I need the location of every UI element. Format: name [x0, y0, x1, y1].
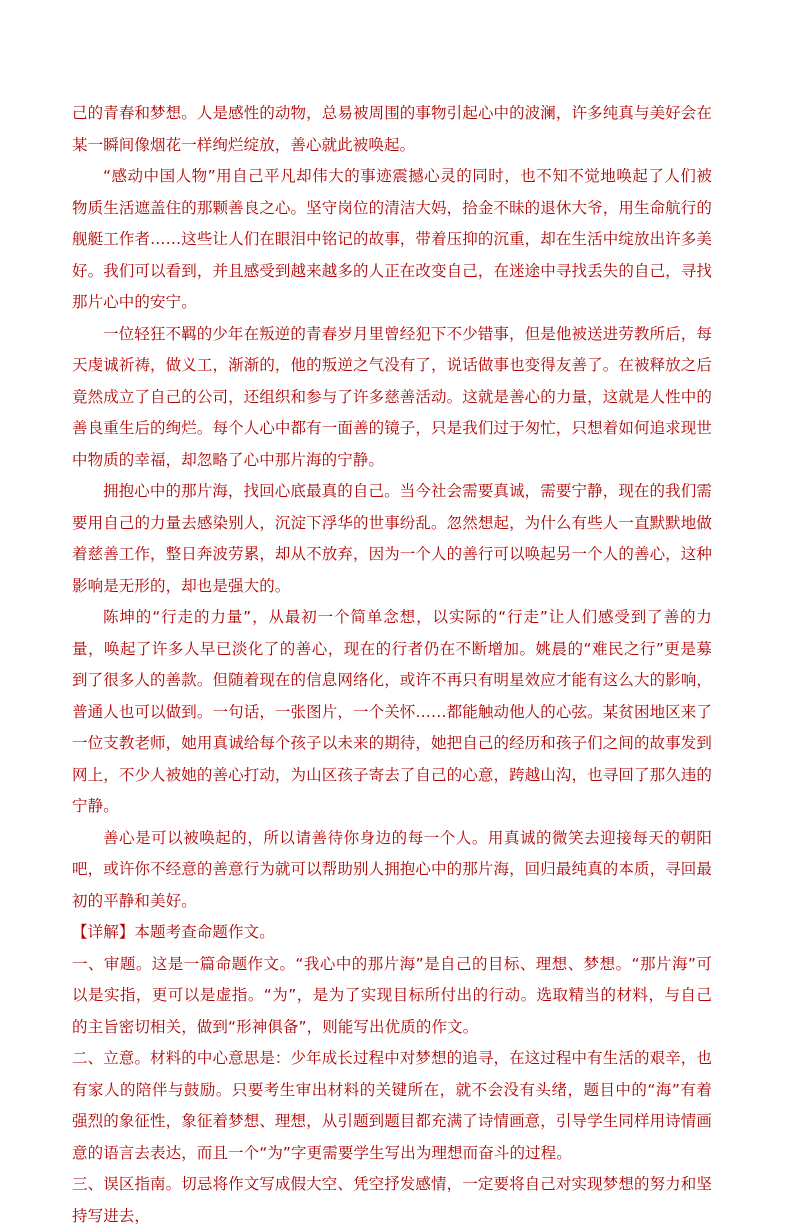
paragraph-detail-heading: 【详解】本题考查命题作文。 — [72, 923, 275, 941]
paragraph-closing: 善心是可以被唤起的，所以请善待你身边的每一个人。用真诚的微笑去迎接每天的朝阳吧，或许你不经意的善意行为就可以帮助别人拥抱心中的那片海，回归最纯真的本质，寻回最初的平静和美好。 — [72, 828, 712, 910]
paragraph-chen-kun: 陈坤的“行走的力量”，从最初一个简单念想，以实际的“行走”让人们感受到了善的力量，唤起了许多人早已淡化了的善心，现在的行者仍在不断增加。姚晨的“难民之行”更是募到了很多人的善款。但随着现在的信息网络化，或许不再只有明星效应才能有这么大的影响，普通人也可以做到。一句话，一张图片，一个关怀……都能触动他人的心弦。某贫困地区来了一位支教老师，她用真诚给每个孩子以未来的期待，她把自己的经历和孩子们之间的故事发到网上，不少人被她的善心打动，为山区孩子寄去了自己的心意，跨越山沟，也寻回了那久违的宁静。 — [72, 608, 712, 815]
paragraph-touching-china: “感动中国人物”用自己平凡却伟大的事迹震撼心灵的同时，也不知不觉地唤起了人们被物质生活遮盖住的那颗善良之心。坚守岗位的清洁大妈，拾金不昧的退休大爷，用生命航行的舰艇工作者……这些让人们在眼泪中铭记的故事，带着压抑的沉重，却在生活中绽放出许多美好。我们可以看到，并且感受到越来越多的人正在改变自己，在迷途中寻找丢失的自己，寻找那片心中的安宁。 — [72, 167, 712, 311]
paragraph-intro-continuation: 己的青春和梦想。人是感性的动物，总易被周围的事物引起心中的波澜，许多纯真与美好会在某一瞬间像烟花一样绚烂绽放，善心就此被唤起。 — [72, 104, 712, 154]
paragraph-step-pitfalls: 三、误区指南。切忌将作文写成假大空、凭空抒发感情，一定要将自己对实现梦想的努力和坚持写进去， — [72, 1175, 712, 1225]
paragraph-rebel-youth: 一位轻狂不羁的少年在叛逆的青春岁月里曾经犯下不少错事，但是他被送进劳教所后，每天虔诚祈祷，做义工，渐渐的，他的叛逆之气没有了，说话做事也变得友善了。在被释放之后竟然成立了自己的公司，还组织和参与了许多慈善活动。这就是善心的力量，这就是人性中的善良重生后的绚烂。每个人心中都有一面善的镜子，只是我们过于匆忙，只想着如何追求现世中物质的幸福，却忽略了心中那片海的宁静。 — [72, 324, 712, 469]
paragraph-embrace-sea: 拥抱心中的那片海，找回心底最真的自己。当今社会需要真诚，需要宁静，现在的我们需要用自己的力量去感染别人，沉淀下浮华的世事纷乱。忽然想起，为什么有些人一直默默地做着慈善工作，整日奔波劳累，却从不放弃，因为一个人的善行可以唤起另一个人的善心，这种影响是无形的，却也是强大的。 — [72, 482, 712, 595]
paragraph-step-review: 一、审题。这是一篇命题作文。“我心中的那片海”是自己的目标、理想、梦想。“那片海”可以是实指，更可以是虚指。“为”，是为了实现目标所付出的行动。选取精当的材料，与自己的主旨密切相关，做到“形神俱备”，则能写出优质的作文。 — [72, 954, 712, 1036]
paragraph-step-theme: 二、立意。材料的中心意思是：少年成长过程中对梦想的追寻，在这过程中有生活的艰辛，也有家人的陪伴与鼓励。只要考生审出材料的关键所在，就不会没有头绪，题目中的“海”有着强烈的象征性，象征着梦想、理想，从引题到题目都充满了诗情画意，引导学生同样用诗情画意的语言去表达，而且一个“为”字更需要学生写出为理想而奋斗的过程。 — [72, 1049, 712, 1162]
